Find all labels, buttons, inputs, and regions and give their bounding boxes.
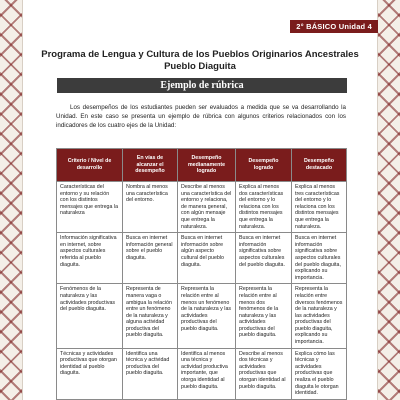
criterion-cell: Información significativa en internet, sobre aspectos culturales referida al pueblo diaguita.	[57, 233, 123, 284]
header-level-2: Desempeño medianamente logrado	[178, 149, 236, 182]
table-cell: Busca en internet información significativa sobre aspectos culturales del pueblo diaguita.	[236, 233, 292, 284]
decorative-border-left	[0, 0, 23, 400]
table-cell: Nombra al menos una característica del entorno.	[123, 182, 178, 233]
table-cell: Representa la relación entre diversos fenómenos de la naturaleza y las actividades productivas del pueblo diaguita, explicando su importancia.	[292, 284, 347, 348]
criterion-cell: Fenómenos de la naturaleza y las actividades productivas del pueblo diaguita.	[57, 284, 123, 348]
rubric-header-row	[57, 149, 347, 182]
table-row	[57, 348, 347, 399]
intro-text	[56, 103, 346, 130]
header-level-1: En vías de alcanzar el desempeño	[123, 149, 178, 182]
header-level-4: Desempeño destacado	[292, 149, 347, 182]
criterion-cell: Técnicas y actividades productivas que otorgan identidad al pueblo diaguita.	[57, 348, 123, 399]
intro-paragraph: Los desempeños de los estudiantes pueden ser evaluados a medida que se va desarrollando la Unidad. En este caso se presenta un ejemplo de rúbrica con algunos criterios relacionados con los indicadores de los cuatro ejes de la Unidad:	[56, 104, 346, 129]
table-cell: Representa de manera vaga o ambigua la relación entre un fenómeno de la naturaleza y alguna actividad productiva del pueblo diaguita.	[123, 284, 178, 348]
table-cell: Busca en internet información general sobre el pueblo diaguita.	[123, 233, 178, 284]
grade-unit-badge: 2° BÁSICO Unidad 4	[290, 20, 378, 33]
rubric-table	[56, 148, 347, 400]
table-row	[57, 233, 347, 284]
table-cell: Explica al menos dos características del entorno y lo relaciona con los distintos mensajes que entrega la naturaleza.	[236, 182, 292, 233]
section-title: Ejemplo de rúbrica	[160, 80, 244, 91]
program-title-line1: Programa de Lengua y Cultura de los Pueblos Originarios Ancestrales	[41, 49, 359, 60]
table-cell: Busca en internet información significativa sobre aspectos culturales del pueblo diaguita, explicando su importancia.	[292, 233, 347, 284]
table-cell: Explica cómo las técnicas y actividades productivas que realiza el pueblo diaguita le otorgan identidad.	[292, 348, 347, 399]
table-cell: Representa la relación entre al menos dos fenómenos de la naturaleza y las actividades productivas del pueblo diaguita.	[236, 284, 292, 348]
table-cell: Identifica una técnica y actividad productiva del pueblo diaguita.	[123, 348, 178, 399]
header-criterion: Criterio / Nivel de desarrollo	[57, 149, 123, 182]
table-row	[57, 284, 347, 348]
program-title-line2: Pueblo Diaguita	[164, 61, 236, 72]
program-title	[30, 49, 370, 73]
criterion-cell: Características del entorno y su relación con los distintos mensajes que entrega la naturaleza	[57, 182, 123, 233]
table-row	[57, 182, 347, 233]
decorative-border-right	[377, 0, 400, 400]
table-cell: Describe al menos una característica del entorno y relaciona, de manera general, con algún mensaje que entrega la naturaleza.	[178, 182, 236, 233]
table-cell: Describe al menos dos técnicas y actividades productivas que otorgan identidad al pueblo diaguita.	[236, 348, 292, 399]
table-cell: Identifica al menos una técnica y actividad productiva importante, que otorga identidad al pueblo diaguita.	[178, 348, 236, 399]
table-cell: Representa la relación entre al menos un fenómeno de la naturaleza y las actividades productivas del pueblo diaguita.	[178, 284, 236, 348]
table-cell: Explica al menos tres características del entorno y lo relaciona con los distintos mensajes que entrega la naturaleza.	[292, 182, 347, 233]
table-cell: Busca en internet información sobre algún aspecto cultural del pueblo diaguita.	[178, 233, 236, 284]
header-level-3: Desempeño logrado	[236, 149, 292, 182]
